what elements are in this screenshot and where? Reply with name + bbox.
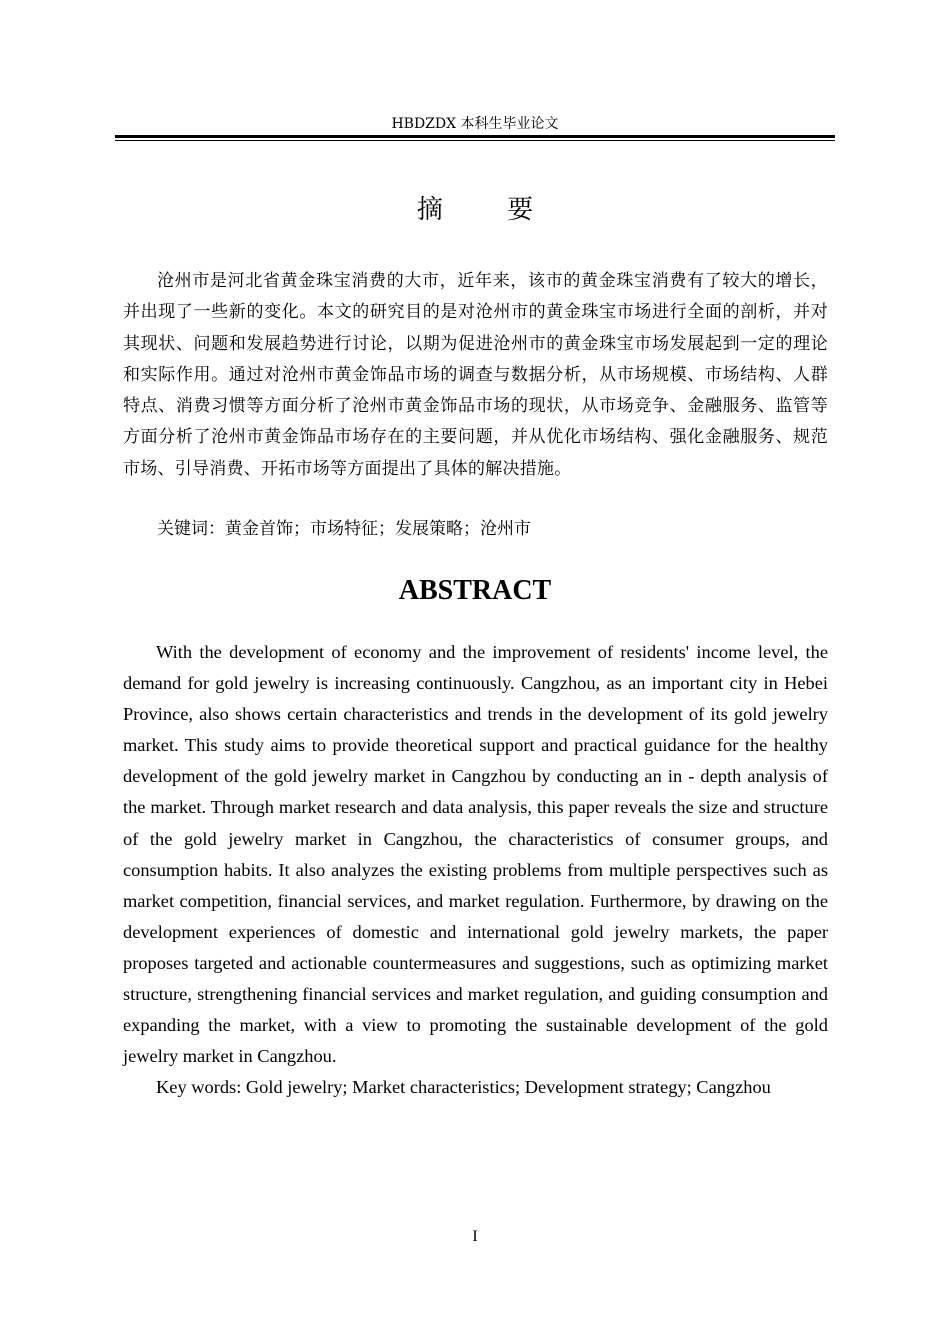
chinese-abstract-body: 沧州市是河北省黄金珠宝消费的大市，近年来，该市的黄金珠宝消费有了较大的增长，并出现了一些新的变化。本文的研究目的是对沧州市的黄金珠宝市场进行全面的剖析，并对其现状、问题和发展趋势进行讨论，以期为促进沧州市的黄金珠宝市场发展起到一定的理论和实际作用。通过对沧州市黄金饰品市场的调查与数据分析，从市场规模、市场结构、人群特点、消费习惯等方面分析了沧州市黄金饰品市场的现状，从市场竞争、金融服务、监管等方面分析了沧州市黄金饰品市场存在的主要问题，并从优化市场结构、强化金融服务、规范市场、引导消费、开拓市场等方面提出了具体的解决措施。 [123, 271, 828, 479]
english-abstract-title: ABSTRACT [398, 575, 552, 606]
chinese-keywords: 关键词：黄金首饰；市场特征；发展策略；沧州市 [157, 519, 531, 539]
english-keywords: Key words: Gold jewelry; Market characteristics; Development strategy; Cangzhou [156, 1077, 771, 1097]
header-double-rule [115, 135, 835, 141]
running-header: HBDZDX 本科生毕业论文 [391, 116, 559, 132]
english-abstract-body: With the development of economy and the improvement of residents' income level, the demand for gold jewelry is increasing continuously. Cangzhou, as an important city in Hebei Province, also shows certain characteristics and trends in the development of its gold jewelry market. This study aims to provide theoretical support and practical guidance for the healthy development of the gold jewelry market in Cangzhou by conducting an in - depth analysis of the market. Through market research and data analysis, this paper reveals the size and structure of the gold jewelry market in Cangzhou, the characteristics of consumer groups, and consumption habits. It also analyzes the existing problems from multiple perspectives such as market competition, financial services, and market regulation. Furthermore, by drawing on the development experiences of domestic and international gold jewelry markets, the paper proposes targeted and actionable countermeasures and suggestions, such as optimizing market structure, strengthening financial services and market regulation, and guiding consumption and expanding the market, with a view to promoting the sustainable development of the gold jewelry market in Cangzhou. [123, 642, 828, 1067]
chinese-abstract-title: 摘 要 [416, 195, 562, 225]
page-number: I [472, 1228, 478, 1245]
